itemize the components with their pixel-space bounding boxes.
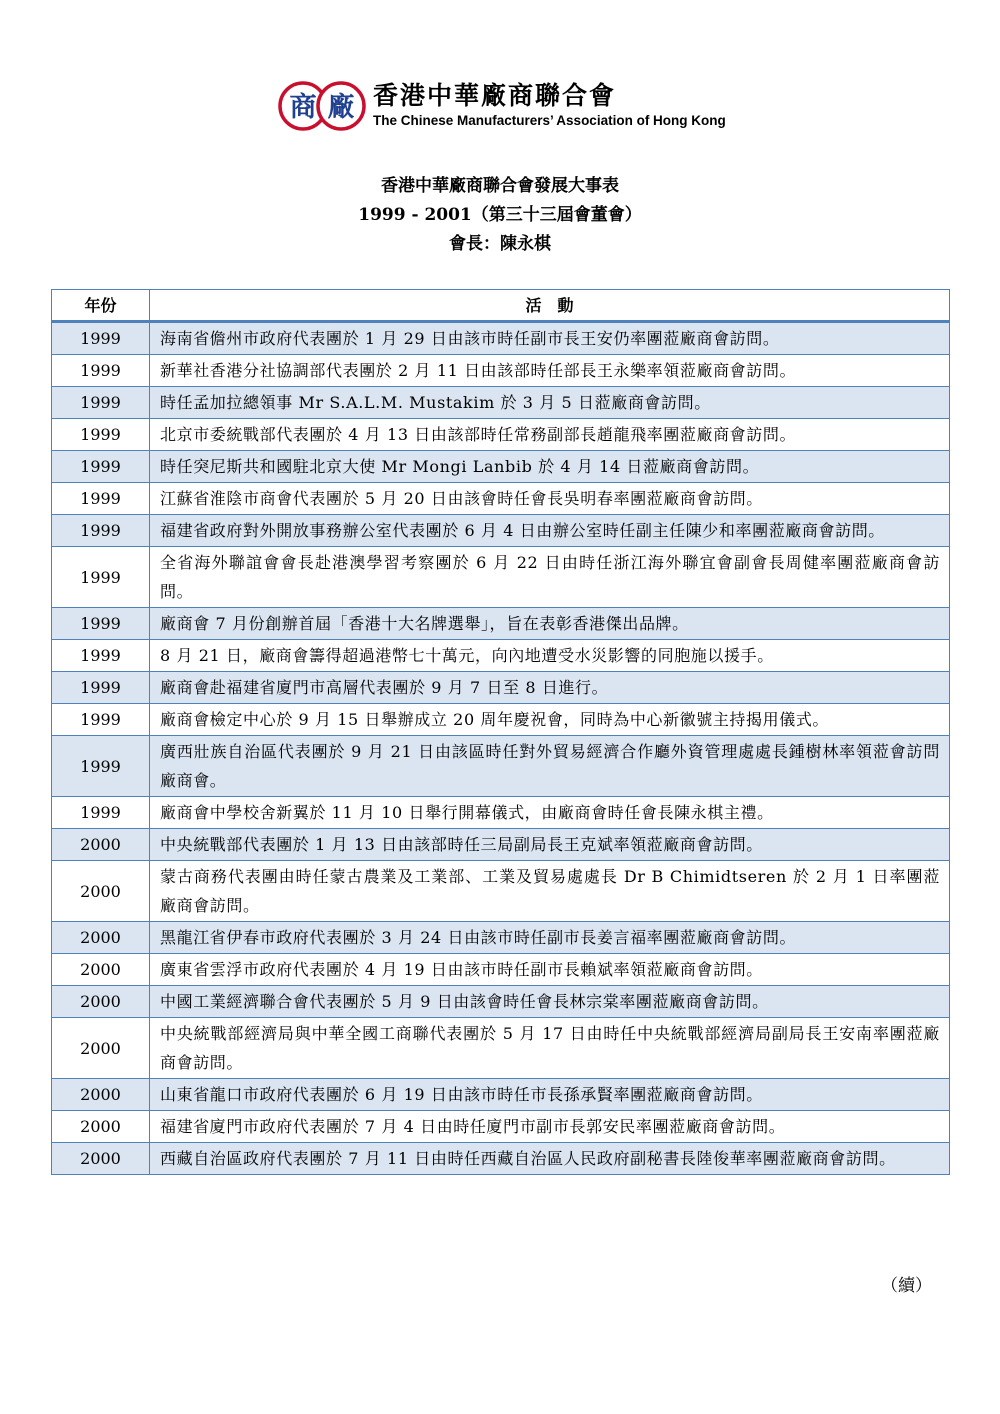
table-row bbox=[52, 1143, 950, 1175]
year-cell: 1999 bbox=[52, 608, 150, 640]
year-cell: 1999 bbox=[52, 483, 150, 515]
chairman-line: 會長：陳永棋 bbox=[449, 234, 551, 254]
activity-cell: 廠商會檢定中心於 9 月 15 日舉辦成立 20 周年慶祝會，同時為中心新徽號主持揭用儀式。 bbox=[150, 704, 950, 736]
table-row bbox=[52, 451, 950, 483]
year-cell: 2000 bbox=[52, 1018, 150, 1079]
year-cell: 2000 bbox=[52, 1143, 150, 1175]
activity-cell: 黑龍江省伊春市政府代表團於 3 月 24 日由該市時任副市長姜言福率團蒞廠商會訪問。 bbox=[150, 922, 950, 954]
year-cell: 1999 bbox=[52, 547, 150, 608]
org-name-english: The Chinese Manufacturers’ Association of Hong Kong bbox=[373, 113, 726, 128]
document-title: 香港中華廠商聯合會發展大事表 bbox=[381, 176, 619, 196]
table-header-row bbox=[52, 290, 950, 322]
activity-cell: 中國工業經濟聯合會代表團於 5 月 9 日由該會時任會長林宗棠率團蒞廠商會訪問。 bbox=[150, 986, 950, 1018]
year-cell: 1999 bbox=[52, 797, 150, 829]
year-cell: 2000 bbox=[52, 1079, 150, 1111]
activity-cell: 廣西壯族自治區代表團於 9 月 21 日由該區時任對外貿易經濟合作廳外資管理處處長鍾樹林率領蒞會訪問廠商會。 bbox=[150, 736, 950, 797]
activity-cell: 時任突尼斯共和國駐北京大使 Mr Mongi Lanbib 於 4 月 14 日蒞廠商會訪問。 bbox=[150, 451, 950, 483]
year-cell: 1999 bbox=[52, 672, 150, 704]
activity-cell: 8 月 21 日，廠商會籌得超過港幣七十萬元，向內地遭受水災影響的同胞施以援手。 bbox=[150, 640, 950, 672]
table-row bbox=[52, 355, 950, 387]
year-cell: 2000 bbox=[52, 861, 150, 922]
activity-cell: 廣東省雲浮市政府代表團於 4 月 19 日由該市時任副市長賴斌率領蒞廠商會訪問。 bbox=[150, 954, 950, 986]
year-cell: 1999 bbox=[52, 704, 150, 736]
events-table bbox=[51, 289, 950, 1175]
activity-cell: 山東省龍口市政府代表團於 6 月 19 日由該市時任市長孫承賢率團蒞廠商會訪問。 bbox=[150, 1079, 950, 1111]
table-row bbox=[52, 922, 950, 954]
year-cell: 2000 bbox=[52, 829, 150, 861]
activity-cell: 中央統戰部經濟局與中華全國工商聯代表團於 5 月 17 日由時任中央統戰部經濟局副局長王安南率團蒞廠商會訪問。 bbox=[150, 1018, 950, 1079]
year-cell: 1999 bbox=[52, 451, 150, 483]
activity-cell: 時任孟加拉總領事 Mr S.A.L.M. Mustakim 於 3 月 5 日蒞廠商會訪問。 bbox=[150, 387, 950, 419]
logo-char-chang: 廠 bbox=[327, 92, 355, 123]
document-header bbox=[0, 172, 1000, 259]
table-row bbox=[52, 1079, 950, 1111]
table-row bbox=[52, 515, 950, 547]
year-cell: 2000 bbox=[52, 986, 150, 1018]
activity-cell: 廠商會 7 月份創辦首屆「香港十大名牌選舉」，旨在表彰香港傑出品牌。 bbox=[150, 608, 950, 640]
year-cell: 1999 bbox=[52, 355, 150, 387]
year-cell: 1999 bbox=[52, 640, 150, 672]
table-row bbox=[52, 797, 950, 829]
table-row bbox=[52, 387, 950, 419]
activity-cell: 福建省政府對外開放事務辦公室代表團於 6 月 4 日由辦公室時任副主任陳少和率團蒞廠商會訪問。 bbox=[150, 515, 950, 547]
table-row bbox=[52, 1018, 950, 1079]
activity-cell: 北京市委統戰部代表團於 4 月 13 日由該部時任常務副部長趙龍飛率團蒞廠商會訪問。 bbox=[150, 419, 950, 451]
activity-cell: 福建省廈門市政府代表團於 7 月 4 日由時任廈門市副市長郭安民率團蒞廠商會訪問。 bbox=[150, 1111, 950, 1143]
org-name-chinese: 香港中華廠商聯合會 bbox=[373, 81, 617, 110]
year-cell: 1999 bbox=[52, 736, 150, 797]
activity-cell: 廠商會中學校舍新翼於 11 月 10 日舉行開幕儀式，由廠商會時任會長陳永棋主禮。 bbox=[150, 797, 950, 829]
document-subtitle: 1999 - 2001（第三十三屆會董會） bbox=[358, 205, 642, 225]
table-row bbox=[52, 954, 950, 986]
year-cell: 2000 bbox=[52, 1111, 150, 1143]
table-row bbox=[52, 1111, 950, 1143]
activity-cell: 中央統戰部代表團於 1 月 13 日由該部時任三局副局長王克斌率領蒞廠商會訪問。 bbox=[150, 829, 950, 861]
table-row bbox=[52, 547, 950, 608]
logo-char-shang: 商 bbox=[289, 92, 317, 123]
column-header-activity: 活 動 bbox=[150, 290, 950, 322]
year-cell: 2000 bbox=[52, 954, 150, 986]
year-cell: 1999 bbox=[52, 322, 150, 355]
activity-cell: 全省海外聯誼會會長赴港澳學習考察團於 6 月 22 日由時任浙江海外聯宜會副會長周健率團蒞廠商會訪問。 bbox=[150, 547, 950, 608]
table-row bbox=[52, 986, 950, 1018]
table-row bbox=[52, 608, 950, 640]
table-body bbox=[52, 322, 950, 1175]
table-row bbox=[52, 672, 950, 704]
year-cell: 1999 bbox=[52, 387, 150, 419]
table-row bbox=[52, 322, 950, 355]
year-cell: 2000 bbox=[52, 922, 150, 954]
year-cell: 1999 bbox=[52, 419, 150, 451]
table-row bbox=[52, 829, 950, 861]
activity-cell: 海南省儋州市政府代表團於 1 月 29 日由該市時任副市長王安仍率團蒞廠商會訪問。 bbox=[150, 322, 950, 355]
table-row bbox=[52, 419, 950, 451]
table-row bbox=[52, 483, 950, 515]
table-row bbox=[52, 861, 950, 922]
year-cell: 1999 bbox=[52, 515, 150, 547]
table-row bbox=[52, 736, 950, 797]
activity-cell: 西藏自治區政府代表團於 7 月 11 日由時任西藏自治區人民政府副秘書長陸俊華率團蒞廠商會訪問。 bbox=[150, 1143, 950, 1175]
table-row bbox=[52, 640, 950, 672]
cma-logo-mark bbox=[277, 80, 369, 132]
activity-cell: 蒙古商務代表團由時任蒙古農業及工業部、工業及貿易處處長 Dr B Chimidtseren 於 2 月 1 日率團蒞廠商會訪問。 bbox=[150, 861, 950, 922]
activity-cell: 廠商會赴福建省廈門市高層代表團於 9 月 7 日至 8 日進行。 bbox=[150, 672, 950, 704]
column-header-year: 年份 bbox=[52, 290, 150, 322]
table-row bbox=[52, 704, 950, 736]
org-logo bbox=[277, 80, 737, 132]
activity-cell: 江蘇省淮陰市商會代表團於 5 月 20 日由該會時任會長吳明春率團蒞廠商會訪問。 bbox=[150, 483, 950, 515]
continued-marker: （續） bbox=[881, 1276, 932, 1296]
activity-cell: 新華社香港分社協調部代表團於 2 月 11 日由該部時任部長王永樂率領蒞廠商會訪問。 bbox=[150, 355, 950, 387]
